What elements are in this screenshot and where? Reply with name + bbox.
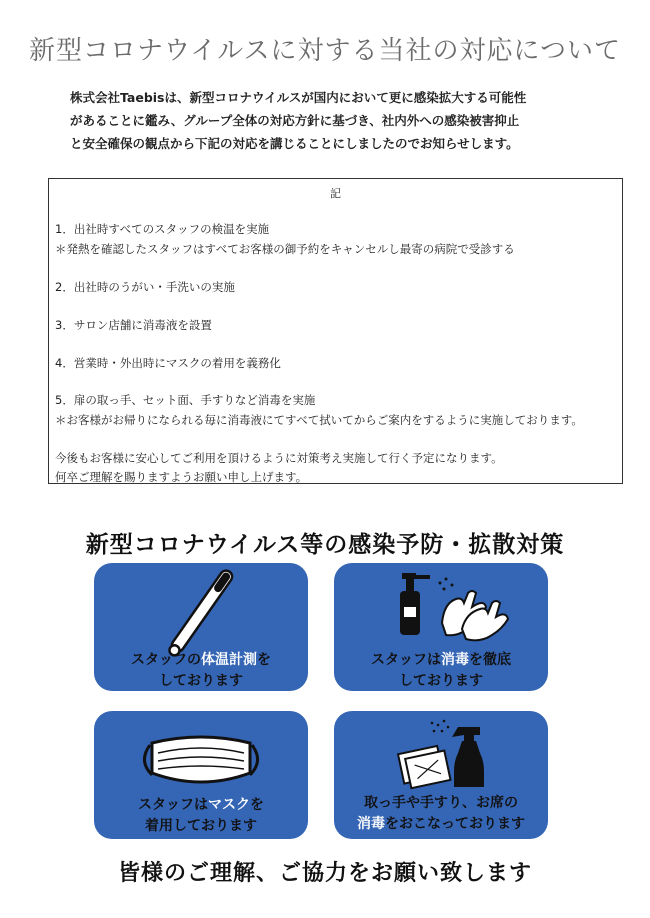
tile-mask (94, 711, 308, 839)
tile-temperature-check (94, 563, 308, 691)
page-title: 新型コロナウイルスに対する当社の対応について (29, 36, 621, 66)
notice-item: 4．営業時・外出時にマスクの着用を義務化 (55, 356, 281, 370)
caption-text: しております (399, 673, 483, 689)
caption-text: を (250, 797, 264, 813)
caption-text: 着用しております (145, 818, 257, 834)
intro-line: と安全確保の観点から下記の対応を講じることにしましたのでお知らせします。 (70, 136, 519, 151)
caption-text: 取っ手や手すり、お席の (364, 795, 518, 811)
tile-caption (334, 650, 548, 691)
caption-highlight: 消毒 (357, 816, 385, 832)
intro-line: があることに鑑み、グループ全体の対応方針に基づき、社内外への感染被害抑止 (70, 113, 520, 128)
notice-note: ＊発熱を確認したスタッフはすべてお客様の御予約をキャンセルし最寄の病院で受診する (55, 242, 515, 256)
caption-text: スタッフは (138, 797, 208, 813)
caption-highlight: 消毒 (441, 652, 469, 668)
caption-text: スタッフは (371, 652, 441, 668)
section-heading: 新型コロナウイルス等の感染予防・拡散対策 (85, 532, 565, 558)
tile-handle-disinfection (334, 711, 548, 839)
intro-paragraph (70, 86, 590, 155)
caption-text: を (257, 652, 271, 668)
caption-text: しております (159, 673, 243, 689)
tile-caption (94, 795, 308, 837)
notice-closing: 今後もお客様に安心してご利用を頂けるように対策考え実施して行く予定になります。 (55, 451, 503, 465)
tile-caption (94, 650, 308, 691)
notice-box (48, 178, 623, 484)
notice-item: 5．扉の取っ手、セット面、手すりなど消毒を実施 (55, 393, 316, 407)
notice-closing: 何卒ご理解を賜りますようお願い申し上げます。 (55, 470, 308, 484)
notice-item: 2．出社時のうがい・手洗いの実施 (55, 280, 235, 294)
caption-text: を徹底 (469, 652, 511, 668)
notice-item: 1．出社時すべてのスタッフの検温を実施 (55, 222, 270, 236)
tile-disinfection (334, 563, 548, 691)
notice-item: 3．サロン店舗に消毒液を設置 (55, 318, 212, 332)
notice-note: ＊お客様がお帰りになられる毎に消毒液にてすべて拭いてからご案内をするように実施しております。 (55, 413, 583, 427)
caption-text: をおこなっております (385, 816, 525, 832)
tile-caption (334, 793, 548, 835)
caption-highlight: マスク (208, 797, 250, 813)
notice-heading: 記 (330, 187, 341, 200)
intro-line: 株式会社Taebisは、新型コロナウイルスが国内において更に感染拡大する可能性 (70, 90, 527, 105)
caption-highlight: 体温計測 (201, 652, 257, 668)
caption-text: スタッフの (131, 652, 201, 668)
closing-banner: 皆様のご理解、ご協力をお願い致します (117, 861, 532, 886)
